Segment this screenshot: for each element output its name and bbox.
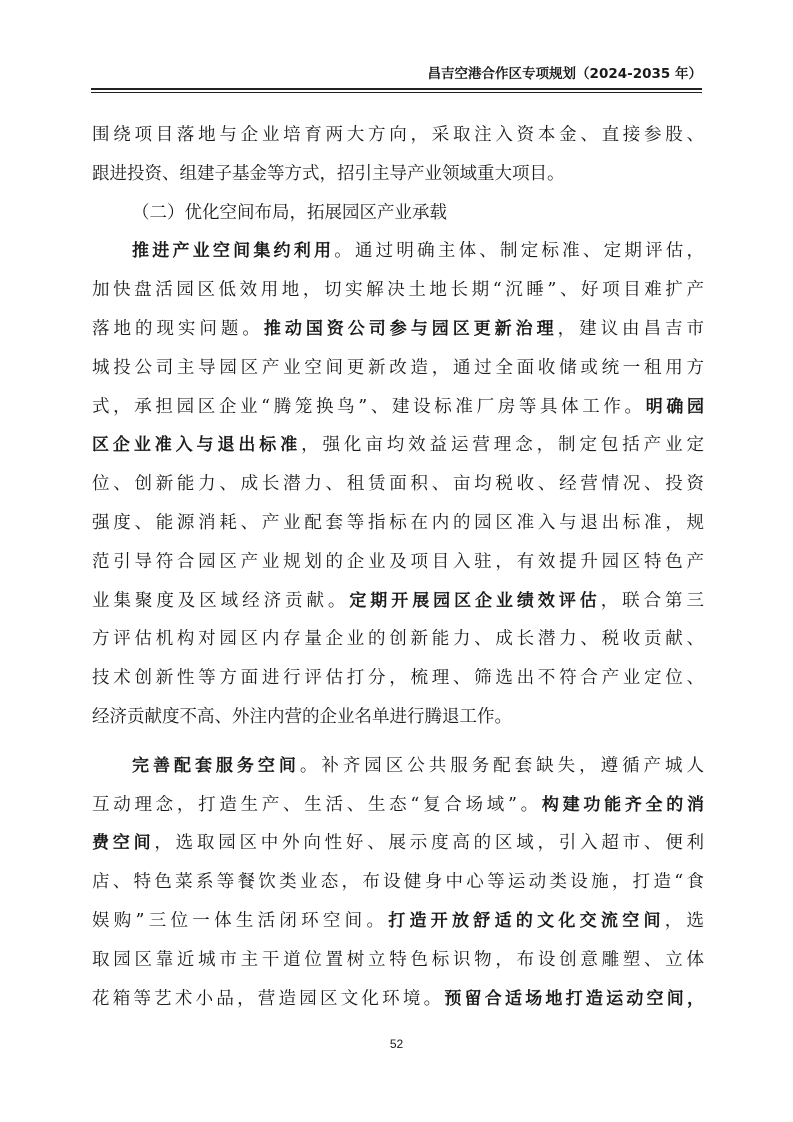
text-line xyxy=(92,232,704,271)
paragraph-gap xyxy=(92,737,704,747)
text-line xyxy=(92,902,704,941)
header-rule xyxy=(91,92,702,93)
text-span: ，强化亩均效益运营理念，制定包括产业定 xyxy=(301,435,705,456)
text-span: 花箱等艺术小品，营造园区文化环境。 xyxy=(92,988,445,1009)
text-span: 。补齐园区公共服务配套缺失，遵循产城人 xyxy=(299,755,705,776)
bold-phrase: 费空间 xyxy=(92,833,155,854)
section-heading: （二）优化空间布局，拓展园区产业承载 xyxy=(132,202,447,223)
text-span: ，选 xyxy=(664,910,705,931)
bold-phrase: 推动国资公司参与园区更新治理 xyxy=(263,318,558,339)
text-span: ，建议由昌吉市 xyxy=(557,318,705,339)
text-line: 店、特色菜系等餐饮类业态，布设健身中心等运动类设施，打造“食 xyxy=(92,872,704,893)
text-span: 。通过明确主体、制定标准、定期评估， xyxy=(334,241,705,262)
text-line xyxy=(92,388,704,427)
text-line: 方评估机构对园区内存量企业的创新能力、成长潜力、税收贡献、 xyxy=(92,629,704,650)
page-body xyxy=(92,116,704,1018)
text-line xyxy=(92,582,704,621)
bold-phrase: 定期开展园区企业绩效评估 xyxy=(349,590,601,611)
text-line xyxy=(92,310,704,349)
text-line xyxy=(92,747,704,786)
bold-phrase: 区企业准入与退出标准 xyxy=(92,435,302,456)
text-span: ，选取园区中外向性好、展示度高的区域，引入超市、便利 xyxy=(154,833,705,854)
text-line: 取园区靠近城市主干道位置树立特色标识物，布设创意雕塑、立体 xyxy=(92,949,704,970)
page-header xyxy=(91,62,702,90)
bold-phrase: 推进产业空间集约利用 xyxy=(132,241,335,262)
text-span: 业集聚度及区域经济贡献。 xyxy=(92,590,350,611)
text-span: 落地的现实问题。 xyxy=(92,318,264,339)
text-line xyxy=(92,980,704,1019)
bold-phrase: 完善配套服务空间 xyxy=(132,755,300,776)
text-line: 范引导符合园区产业规划的企业及项目入驻，有效提升园区特色产 xyxy=(92,551,704,572)
text-line: 位、创新能力、成长潜力、租赁面积、亩均税收、经营情况、投资 xyxy=(92,474,704,495)
page-number: 52 xyxy=(389,1037,404,1051)
text-line xyxy=(92,426,704,465)
text-line: 围绕项目落地与企业培育两大方向，采取注入资本金、直接参股、 xyxy=(92,125,704,145)
bold-phrase: 预留合适场地打造运动空间， xyxy=(444,988,705,1009)
text-line: 跟进投资、组建子基金等方式，招引主导产业领域重大项目。 xyxy=(92,163,565,184)
text-line: 强度、能源消耗、产业配套等指标在内的园区准入与退出标准，规 xyxy=(92,512,704,533)
text-line xyxy=(92,824,704,863)
text-span: 娱购”三位一体生活闭环空间。 xyxy=(92,910,389,931)
text-line: 经济贡献度不高、外注内营的企业名单进行腾退工作。 xyxy=(92,706,512,727)
text-line xyxy=(92,786,704,825)
bold-phrase: 打造开放舒适的文化交流空间 xyxy=(388,910,665,931)
text-line: 加快盘活园区低效用地，切实解决土地长期“沉睡”、好项目难扩产 xyxy=(92,280,704,301)
text-line: 城投公司主导园区产业空间更新改造，通过全面收储或统一租用方 xyxy=(92,357,704,378)
text-span: ，联合第三 xyxy=(600,590,705,611)
header-title: 昌吉空港合作区专项规划（2024-2035 年） xyxy=(427,66,702,82)
text-span: 互动理念，打造生产、生活、生态“复合场域”。 xyxy=(92,794,542,815)
text-line: 技术创新性等方面进行评估打分，梳理、筛选出不符合产业定位、 xyxy=(92,668,704,689)
bold-phrase: 明确园 xyxy=(645,396,704,417)
bold-phrase: 构建功能齐全的消 xyxy=(541,794,704,815)
text-span: 式，承担园区企业“腾笼换鸟”、建设标准厂房等具体工作。 xyxy=(92,396,646,417)
